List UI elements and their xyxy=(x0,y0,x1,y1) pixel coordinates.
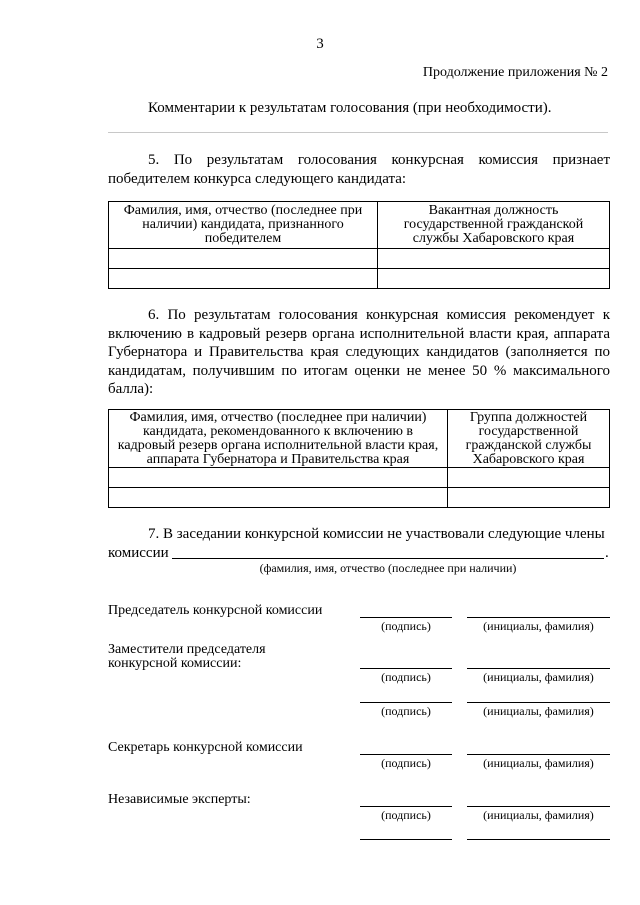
name-line[interactable] xyxy=(467,806,610,807)
section7-line1: 7. В заседании конкурсной комиссии не участвовали следующие члены xyxy=(148,526,605,542)
name-line[interactable] xyxy=(467,617,610,618)
absent-members-field[interactable] xyxy=(172,558,604,559)
table-header-cell: Группа должностей государственной гражданской службы Хабаровского края xyxy=(448,410,610,468)
name-line[interactable] xyxy=(467,754,610,755)
name-caption: (инициалы, фамилия) xyxy=(483,808,594,822)
name-caption: (инициалы, фамилия) xyxy=(483,619,594,633)
experts-label: Независимые эксперты: xyxy=(108,792,251,807)
section6-text: 6. По результатам голосования конкурсная комиссия рекомендует к включению в кадровый резерв органа исполнительной власти края, аппарата Губернатора и Правительства края следующих кандидатов (заполняется по кандидатам, получившим по итогам оценки не менее 50 % максимального балла): xyxy=(108,307,610,397)
table-cell[interactable] xyxy=(378,269,610,289)
table-cell[interactable] xyxy=(109,468,448,488)
section7-line2: комиссии xyxy=(108,545,169,561)
table-row xyxy=(109,488,610,508)
reserve-table xyxy=(108,409,610,508)
table-row xyxy=(109,468,610,488)
table-cell[interactable] xyxy=(448,488,610,508)
signature-line[interactable] xyxy=(360,617,452,618)
comments-heading: Комментарии к результатам голосования (при необходимости). xyxy=(148,100,552,116)
name-caption: (инициалы, фамилия) xyxy=(483,670,594,684)
table-header-cell: Фамилия, имя, отчество (последнее при наличии) кандидата, признанного победителем xyxy=(109,202,378,249)
section7-caption: (фамилия, имя, отчество (последнее при наличии) xyxy=(259,561,517,575)
secretary-label: Секретарь конкурсной комиссии xyxy=(108,740,303,755)
name-caption: (инициалы, фамилия) xyxy=(483,756,594,770)
table-row xyxy=(109,249,610,269)
page-number: 3 xyxy=(316,36,324,52)
deputies-label-line2: конкурсной комиссии: xyxy=(108,656,242,671)
signature-caption: (подпись) xyxy=(381,756,431,770)
section7-end-mark: . xyxy=(605,545,609,561)
table-cell[interactable] xyxy=(109,488,448,508)
signature-line[interactable] xyxy=(360,806,452,807)
comments-line xyxy=(108,132,608,133)
signature-line[interactable] xyxy=(360,702,452,703)
signature-caption: (подпись) xyxy=(381,704,431,718)
table-header-cell: Фамилия, имя, отчество (последнее при наличии) кандидата, рекомендованного к включению в кадровый резерв органа исполнительной власти края, аппарата Губернатора и Правительства края xyxy=(109,410,448,468)
table-cell[interactable] xyxy=(378,249,610,269)
name-line[interactable] xyxy=(467,668,610,669)
name-line[interactable] xyxy=(467,702,610,703)
section5-text: 5. По результатам голосования конкурсная комиссия признает победителем конкурса следующего кандидата: xyxy=(108,152,610,187)
table-cell[interactable] xyxy=(109,269,378,289)
signature-line[interactable] xyxy=(360,754,452,755)
deputies-label-line1: Заместители председателя xyxy=(108,642,266,657)
table-header-cell: Вакантная должность государственной гражданской службы Хабаровского края xyxy=(378,202,610,249)
signature-caption: (подпись) xyxy=(381,808,431,822)
table-header-row xyxy=(109,410,610,468)
signature-line[interactable] xyxy=(360,668,452,669)
name-caption: (инициалы, фамилия) xyxy=(483,704,594,718)
signature-caption: (подпись) xyxy=(381,670,431,684)
winner-table xyxy=(108,201,610,289)
table-row xyxy=(109,269,610,289)
name-line[interactable] xyxy=(467,839,610,840)
chairman-label: Председатель конкурсной комиссии xyxy=(108,603,323,618)
signature-line[interactable] xyxy=(360,839,452,840)
table-header-row xyxy=(109,202,610,249)
table-cell[interactable] xyxy=(109,249,378,269)
signature-caption: (подпись) xyxy=(381,619,431,633)
appendix-note: Продолжение приложения № 2 xyxy=(422,65,608,80)
table-cell[interactable] xyxy=(448,468,610,488)
